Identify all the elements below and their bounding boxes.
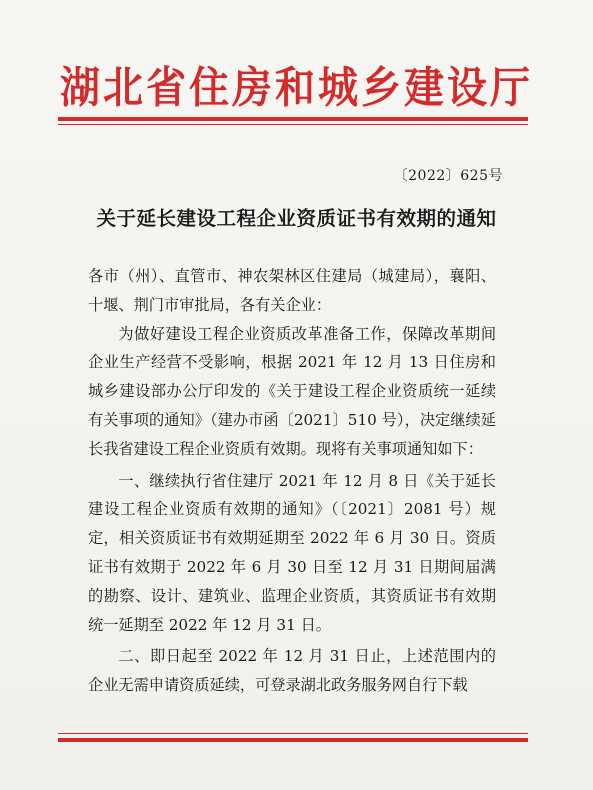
addressee: 各市（州）、直管市、神农架林区住建局（城建局），襄阳、十堰、荆门市审批局，各有关企业：	[88, 267, 496, 314]
footer-rule-thick	[58, 738, 528, 742]
footer-rule-thin	[58, 733, 528, 734]
document-title: 关于延长建设工程企业资质证书有效期的通知	[96, 207, 497, 230]
document-body	[88, 262, 496, 700]
document-number: 〔2022〕625号	[393, 168, 503, 184]
body-paragraph-item-1: 一、继续执行省住建厅 2021 年 12 月 8 日《关于延长建设工程企业资质有效期的通知》（〔2021〕2081 号）规定，相关资质证书有效期延期至 2022 年 6 月 30 日。资质证书有效期于 2022 年 6 月 30 日至 12 月 31 日期间届满的勘察、设计、建筑业、监理企业资质，其资质证书有效期统一延期至 2022 年 12 月 31 日。	[88, 471, 496, 634]
body-paragraph-item-2: 二、即日起至 2022 年 12 月 31 日止，上述范围内的企业无需申请资质延续，可登录湖北政务服务网自行下载	[88, 647, 496, 695]
body-paragraph-intro: 为做好建设工程企业资质改革准备工作，保障改革期间企业生产经营不受影响，根据 2021 年 12 月 13 日住房和城乡建设部办公厅印发的《关于建设工程企业资质统一延续有关事项的通知》（建办市函〔2021〕510 号），决定继续延长我省建设工程企业资质有效期。现将有关事项通知如下：	[88, 324, 496, 458]
issuer-header: 湖北省住房和城乡建设厅	[60, 63, 533, 114]
header-rule-thin	[58, 124, 528, 125]
header-rule-thick	[58, 117, 528, 121]
